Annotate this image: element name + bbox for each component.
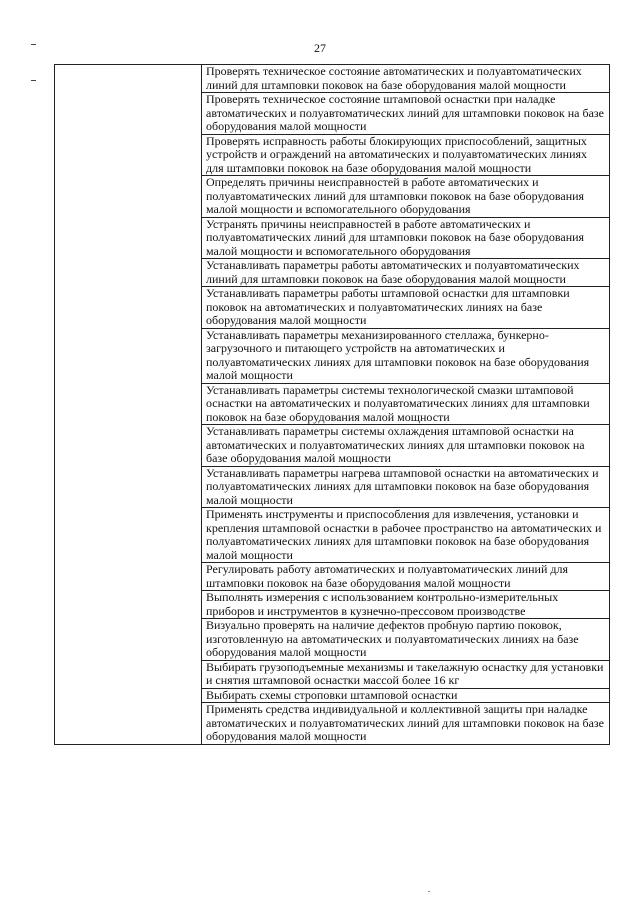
skill-cell — [202, 703, 610, 745]
skill-text: Устанавливать параметры работы автоматических и полуавтоматических линий для штамповки поковок на базе оборудования малой мощности — [206, 258, 580, 286]
skill-cell — [202, 466, 610, 508]
skill-text: Устанавливать параметры механизированного стеллажа, бункерно-загрузочного и питающего устройств на автоматических и полуавтоматических линиях для штамповки поковок на базе оборудования малой мощности — [206, 327, 590, 382]
skill-cell — [202, 134, 610, 176]
skill-cell — [202, 619, 610, 661]
skills-table-body — [55, 65, 610, 745]
skill-cell — [202, 259, 610, 287]
skill-text: Устанавливать параметры нагрева штамповой оснастки на автоматических и полуавтоматических линиях для штамповки поковок на базе оборудования малой мощности — [206, 465, 599, 507]
skill-text: Устанавливать параметры работы штамповой оснастки для штамповки поковок на автоматических и полуавтоматических линиях на базе оборудования малой мощности — [206, 286, 570, 327]
skill-cell — [202, 383, 610, 425]
skill-text: Проверять исправность работы блокирующих приспособлений, защитных устройств и ограждений на автоматических и полуавтоматических линиях для штамповки поковок на базе оборудования малой мощности — [206, 133, 588, 175]
skills-table — [54, 64, 610, 745]
skill-text: Определять причины неисправностей в работе автоматических и полуавтоматических линий для штамповки поковок на базе оборудования малой мощности и вспомогательного оборудования — [206, 175, 585, 216]
skill-cell — [202, 591, 610, 619]
skill-text: Проверять техническое состояние автоматических и полуавтоматических линий для штамповки поковок на базе оборудования малой мощности — [206, 64, 582, 92]
skill-text: Применять инструменты и приспособления для извлечения, установки и крепления штамповой оснастки в рабочее пространство на автоматических и полуавтоматических линиях для штамповки поковок на базе оборудования малой мощности — [206, 507, 602, 562]
skill-cell — [202, 287, 610, 329]
section-label-cell — [55, 65, 202, 745]
skill-text: Устанавливать параметры системы охлаждения штамповой оснастки на автоматических и полуавтоматических линиях для штамповки поковок на базе оборудования малой мощности — [206, 424, 585, 465]
skill-cell — [202, 217, 610, 259]
skill-cell — [202, 688, 610, 703]
skill-text: Выбирать схемы строповки штамповой оснастки — [206, 687, 458, 702]
skill-text: Устанавливать параметры системы технологической смазки штамповой оснастки на автоматических и полуавтоматических линиях для штамповки поковок на базе оборудования малой мощности — [206, 382, 590, 424]
skill-text: Выбирать грузоподъемные механизмы и такелажную оснастку для установки и снятия штамповой оснастки массой более 16 кг — [206, 659, 604, 687]
margin-mark — [31, 80, 36, 81]
skill-text: Визуально проверять на наличие дефектов пробную партию поковок, изготовленную на автоматических и полуавтоматических линиях на базе оборудования малой мощности — [206, 618, 579, 659]
skill-text: Устранять причины неисправностей в работе автоматических и полуавтоматических линий для штамповки поковок на базе оборудования малой мощности и вспомогательного оборудования — [206, 216, 585, 258]
skill-cell — [202, 93, 610, 135]
skill-text: Применять средства индивидуальной и коллективной защиты при наладке автоматических и полуавтоматических линий для штамповки поковок на базе оборудования малой мощности — [206, 702, 604, 743]
table-row — [55, 65, 610, 93]
skill-cell — [202, 508, 610, 563]
skill-text: Регулировать работу автоматических и полуавтоматических линий для штамповки поковок на базе оборудования малой мощности — [206, 562, 569, 590]
skill-cell — [202, 328, 610, 383]
scan-speck — [428, 891, 430, 892]
skill-cell — [202, 563, 610, 591]
skill-cell — [202, 425, 610, 467]
skill-cell — [202, 65, 610, 93]
skill-cell — [202, 176, 610, 218]
skill-cell — [202, 660, 610, 688]
skill-text: Проверять техническое состояние штамповой оснастки при наладке автоматических и полуавтоматических линий для штамповки поковок на базе оборудования малой мощности — [206, 92, 604, 133]
page-number: 27 — [314, 41, 326, 55]
skill-text: Выполнять измерения с использованием контрольно-измерительных приборов и инструментов в кузнечно-прессовом производстве — [206, 590, 559, 618]
